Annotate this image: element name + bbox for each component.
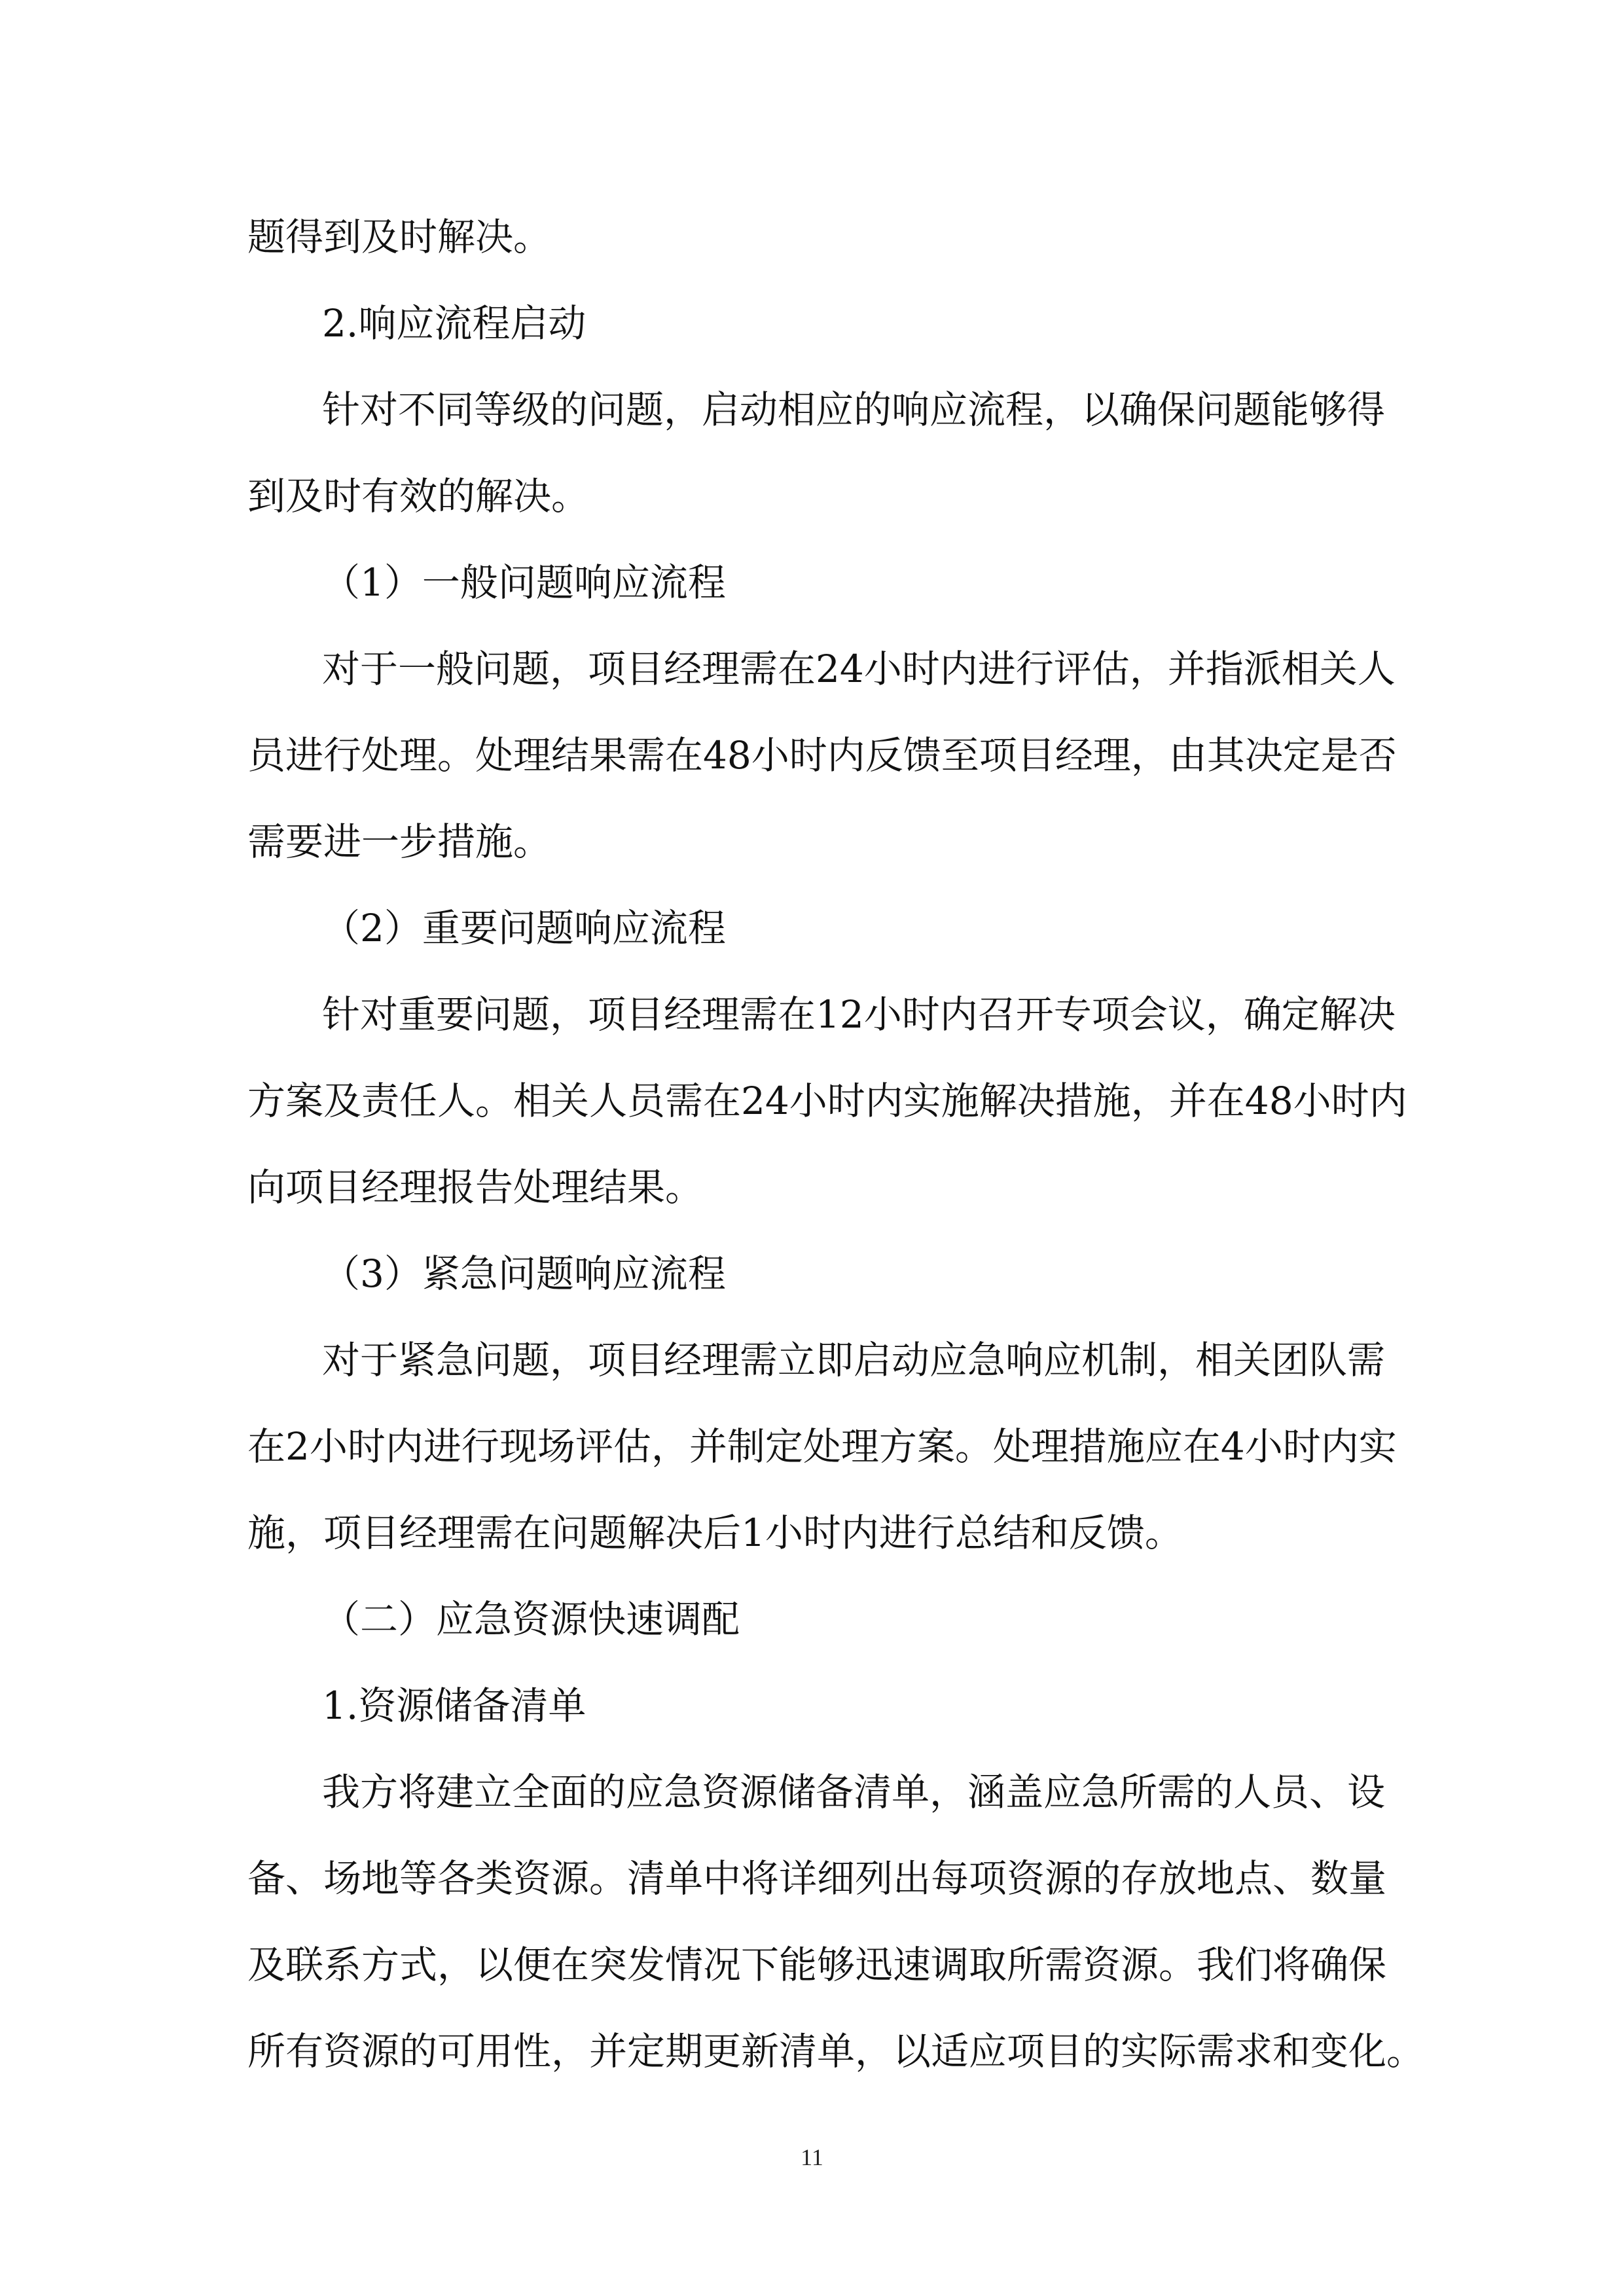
subheading-important-issue [322, 902, 1377, 954]
paragraph-urgent-issue [247, 1334, 1397, 1559]
paragraph-general-issue [247, 643, 1397, 868]
heading-text: （3）紧急问题响应流程 [322, 1251, 726, 1296]
paragraph-response-intro [247, 384, 1386, 522]
heading-text: 1.资源储备清单 [322, 1683, 586, 1728]
text-line: 针对不同等级的问题，启动相应的响应流程，以确保问题能够得 [322, 387, 1386, 432]
subheading-resource-list [322, 1679, 1377, 1732]
text-line: 针对重要问题，项目经理需在12小时内召开专项会议，确定解决 [322, 992, 1396, 1037]
text-line: 在2小时内进行现场评估，并制定处理方案。处理措施应在4小时内实 [247, 1424, 1397, 1469]
text-line: 对于紧急问题，项目经理需立即启动应急响应机制，相关团队需 [322, 1338, 1386, 1382]
paragraph-continuation [247, 211, 1377, 263]
text-line: 到及时有效的解决。 [247, 474, 590, 518]
paragraph-important-issue [247, 988, 1407, 1213]
text-line: 施，项目经理需在问题解决后1小时内进行总结和反馈。 [247, 1511, 1183, 1555]
heading-text: （1）一般问题响应流程 [322, 560, 726, 605]
paragraph-resource-list [247, 1766, 1425, 2077]
text-line: 所有资源的可用性，并定期更新清单，以适应项目的实际需求和变化。 [247, 2029, 1425, 2073]
text-line: 对于一般问题，项目经理需在24小时内进行评估，并指派相关人 [322, 647, 1396, 691]
text-line: 向项目经理报告处理结果。 [247, 1165, 704, 1210]
section-heading-response-process [322, 297, 1377, 350]
text-line: 方案及责任人。相关人员需在24小时内实施解决措施，并在48小时内 [247, 1079, 1407, 1123]
text-line: 我方将建立全面的应急资源储备清单，涵盖应急所需的人员、设 [322, 1770, 1386, 1814]
text-line: 需要进一步措施。 [247, 819, 552, 864]
heading-text: （2）重要问题响应流程 [322, 906, 726, 950]
section-heading-emergency-resources [322, 1593, 1377, 1645]
heading-text: （二）应急资源快速调配 [322, 1597, 740, 1641]
text-line: 备、场地等各类资源。清单中将详细列出每项资源的存放地点、数量 [247, 1856, 1387, 1901]
subheading-general-issue [322, 556, 1377, 609]
page-number: 11 [801, 2144, 823, 2170]
heading-text: 2.响应流程启动 [322, 301, 586, 346]
text-line: 题得到及时解决。 [247, 215, 552, 259]
text-line: 员进行处理。处理结果需在48小时内反馈至项目经理，由其决定是否 [247, 733, 1397, 778]
text-line: 及联系方式，以便在突发情况下能够迅速调取所需资源。我们将确保 [247, 1943, 1387, 1987]
subheading-urgent-issue [322, 1247, 1377, 1300]
